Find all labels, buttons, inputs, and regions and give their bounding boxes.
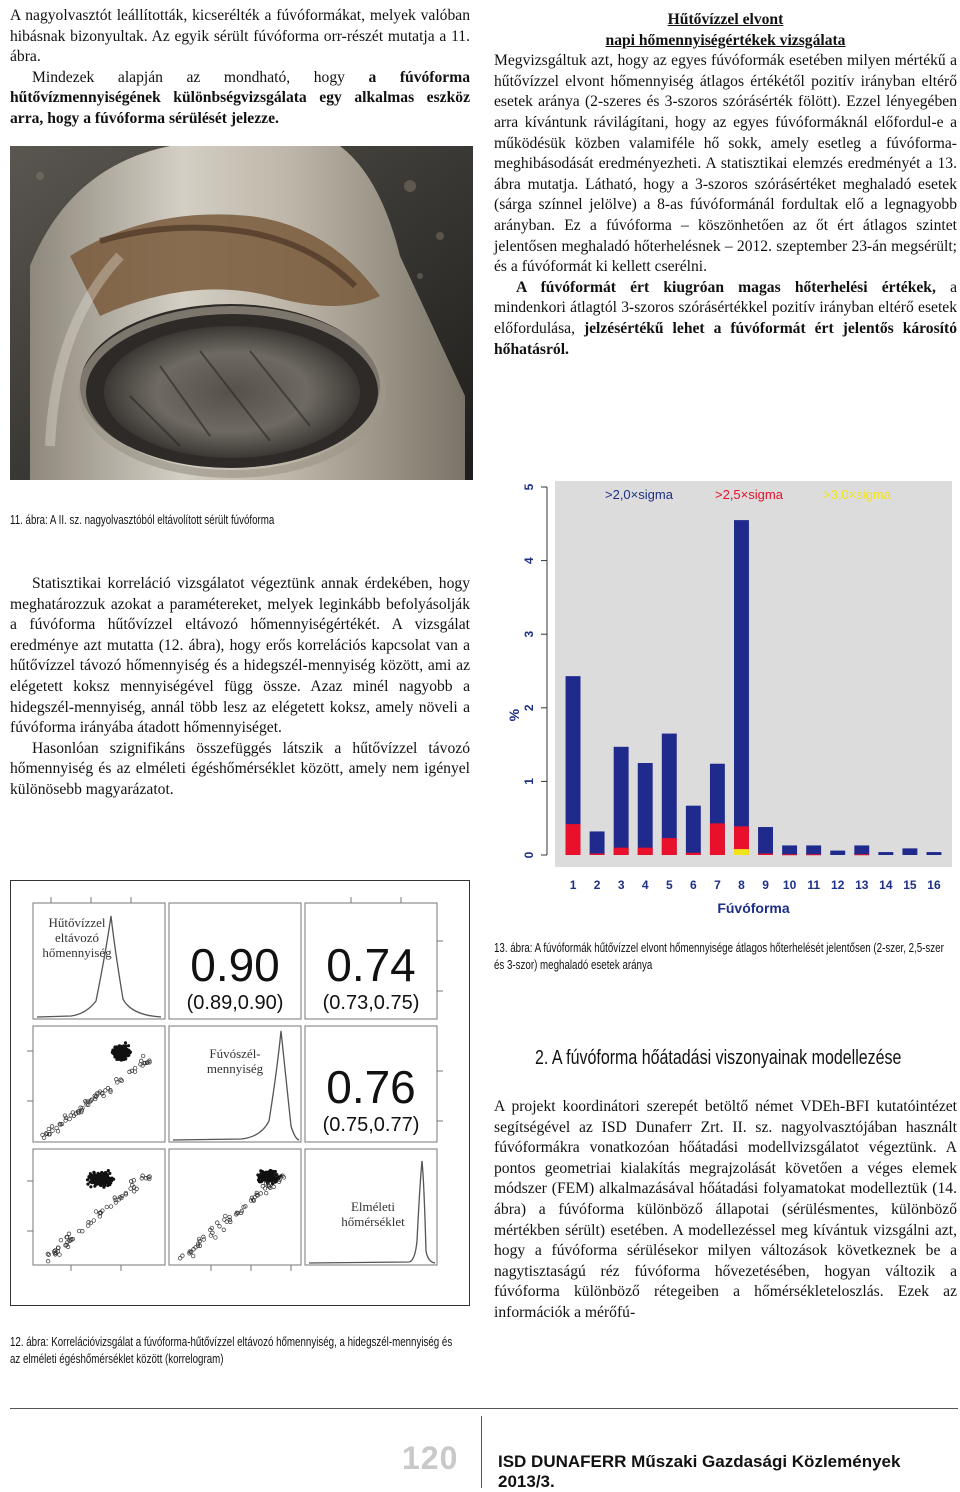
footer-divider: [481, 1416, 482, 1488]
scatter-point: [88, 1176, 91, 1179]
x-tick-label: 16: [927, 878, 941, 892]
heat-heading-line-2: napi hőmennyiségértékek vizsgálata: [605, 31, 846, 49]
scatter-outlier: [55, 1126, 59, 1130]
correlation-text: [10, 574, 470, 801]
var1-label-line-3: hőmennyiség: [42, 945, 112, 960]
intro-paragraph-1: A nagyolvasztót leállították, kicserélték a fúvóformákat, melyek valóban hibásnak bizonyultak. Az egyik sérült fúvóforma orr-részét mutatja a 11. ábra.: [10, 7, 470, 66]
heat-p2-bold-1: A fúvóformát ért kiugróan magas hőterhelési értékek,: [516, 278, 936, 296]
y-axis-label: %: [506, 708, 522, 722]
bar-4-series-1: [638, 763, 653, 855]
x-tick-label: 4: [641, 878, 649, 892]
x-tick-label: 10: [782, 878, 797, 892]
y-tick-label: 5: [522, 483, 536, 491]
bar-1-series-2: [566, 824, 581, 855]
y-tick-label: 3: [522, 630, 536, 638]
scatter-point: [102, 1174, 105, 1177]
scatter-outlier: [94, 1210, 98, 1214]
corr-ci-1-2: (0.89,0.90): [186, 992, 284, 1014]
scatter-point: [108, 1172, 111, 1175]
scatter-point: [264, 1174, 267, 1177]
heat-paragraph-2: [494, 278, 957, 360]
intro-text: [10, 6, 470, 130]
scatter-outlier: [141, 1054, 145, 1058]
bar-10-series-2: [782, 854, 797, 855]
var3-label-line-2: hőmérséklet: [341, 1214, 405, 1229]
scatter-point: [93, 1185, 96, 1188]
corr-value-2-3: 0.76: [326, 1061, 416, 1113]
scatter-point: [266, 1172, 269, 1175]
scatter-point: [111, 1049, 114, 1052]
bar-6-series-1: [686, 806, 701, 855]
y-tick-label: 2: [522, 704, 536, 712]
journal-name: ISD DUNAFERR Műszaki Gazdasági Közlemények 2013/3.: [498, 1452, 901, 1491]
scatter-outlier: [58, 1253, 62, 1257]
scatter-point: [103, 1184, 106, 1187]
scatter-outlier: [225, 1220, 229, 1224]
scatter-point: [110, 1179, 113, 1182]
correlation-paragraph-1: Statisztikai korreláció vizsgálatot végeztünk annak érdekében, hogy meghatározzuk azokat a paramétereket, melyek leginkább befolyásolják a fúvóforma hűtővízzel eltávozó hőmennyiségértékét. A vizsgálat eredménye azt mutatta (12. ábra), hogy erős korrelációs kapcsolat van a hűtővízzel távozó hőmennyiség és a hidegszél-mennyiség között, ami az elégetett koksz mennyiségével függ össze. Azaz minél nagyobb a hidegszél-mennyiség, annál több lesz az elégetett koksz, amely növeli a fúvóforma irányába átadott hőmennyiséget.: [10, 575, 470, 737]
scatter-point: [269, 1174, 272, 1177]
scatter-point: [107, 1169, 110, 1172]
bar-14-series-1: [878, 852, 893, 855]
scatter-point: [264, 1177, 267, 1180]
section-2-paragraph-1: A projekt koordinátori szerepét betöltő német VDEh-BFI kutatóintézet segítségével az ISD Dunaferr Zrt. II. sz. nagyolvasztójában használt fúvóformákra vonatkozóan hőátadási modellvizsgálatot végeztünk. A pontos geometriai kialakítás megrajzolását követően a véges elemek módszer (FEM) alkalmazásával hőátadási folyamatokat modelleztük (14. ábra) a fúvóforma különböző állapotai (sérülésmentes, különböző mértékben sérült) esetében. A modellezéssel meg kívántuk vizsgálni azt, hogy a fúvóforma sérülésekor milyen változások következnek be a nagytisztaságú réz fúvóforma hővezetésében, hogyan változik a fúvóforma különböző rétegeiben a hőmérsékleteloszlás. Ezek az információk a mérőfú-: [494, 1098, 957, 1321]
scatter-point: [258, 1176, 261, 1179]
scatter-outlier: [202, 1235, 206, 1239]
scatter-point: [99, 1179, 102, 1182]
figure-13-caption: 13. ábra: A fúvóformák hűtővízzel elvont hőmennyisége átlagos hőterhelését jelentősen (2-szer, 2,5-szer és 3-szor) meghaladó esetek aránya: [494, 941, 944, 972]
scatter-outlier: [261, 1184, 265, 1188]
scatter-outlier: [46, 1259, 50, 1263]
bar-9-series-1: [758, 827, 773, 855]
corr-ci-2-3: (0.75,0.77): [322, 1114, 420, 1136]
bar-5-series-1: [662, 734, 677, 855]
scatter-outlier: [59, 1238, 63, 1242]
scatter-point: [115, 1052, 118, 1055]
scatter-outlier: [47, 1127, 51, 1131]
x-tick-label: 5: [665, 878, 673, 892]
panel-2-2: [169, 1026, 301, 1142]
footer-rule: [10, 1408, 958, 1409]
scatter-outlier: [129, 1187, 133, 1191]
bar-6-series-2: [686, 853, 701, 855]
intro-p2-plain: Mindezek alapján az mondható, hogy: [32, 68, 369, 86]
heat-analysis-section: [494, 10, 957, 360]
x-tick-label: 8: [738, 878, 745, 892]
scatter-outlier: [214, 1236, 218, 1240]
x-tick-label: 15: [903, 878, 917, 892]
y-tick-label: 0: [522, 851, 536, 859]
var1-label-line-2: eltávozó: [54, 930, 100, 945]
scatter-point: [118, 1046, 121, 1049]
corr-value-1-2: 0.90: [190, 939, 280, 991]
scatter-outlier: [67, 1232, 71, 1236]
scatter-point: [262, 1177, 265, 1180]
bar-10-series-1: [782, 845, 797, 855]
legend-entry-1: >2,0×sigma: [605, 487, 673, 502]
page-number: 120: [402, 1440, 459, 1476]
intro-p2-bold: a fúvóforma hűtővízmennyiségének különbségvizsgálata egy alkalmas eszköz arra, hogy a fúvóforma sérülését jelezze.: [10, 68, 470, 127]
scatter-outlier: [51, 1129, 55, 1133]
scatter-outlier: [215, 1221, 219, 1225]
heat-p2-plain: a mindenkori átlagtól 3-szoros szórásértékkel pozitív irányban eltérő esetek előfordulása,: [494, 278, 957, 337]
bar-3-series-1: [614, 747, 629, 855]
bar-8-series-3: [734, 849, 749, 855]
correlation-paragraph-2: Hasonlóan szignifikáns összefüggés látszik a hűtővízzel távozó hőmennyiség és az elméleti égéshőmérséklet között, amely nem igényel különösebb magyarázatot.: [10, 739, 470, 798]
scatter-panel-2-1: [41, 1041, 152, 1139]
scatter-outlier: [191, 1254, 195, 1258]
scatter-outlier: [263, 1187, 267, 1191]
scatter-point: [117, 1050, 120, 1053]
bar-2-series-2: [590, 854, 605, 855]
scatter-point: [124, 1041, 127, 1044]
panel-3-1: [33, 1149, 165, 1265]
x-tick-label: 1: [569, 878, 577, 892]
scatter-outlier: [224, 1214, 228, 1218]
figure-12-caption: 12. ábra: Korrelációvizsgálat a fúvóforma-hűtővízzel eltávozó hőmennyiség, a hidegszél-mennyiség és az elméleti égéshőmérséklet között (korrelogram): [10, 1335, 453, 1366]
bar-4-series-2: [638, 848, 653, 855]
scatter-point: [127, 1044, 130, 1047]
scatter-outlier: [272, 1185, 276, 1189]
x-tick-label: 12: [831, 878, 845, 892]
x-tick-label: 9: [762, 878, 769, 892]
figure-12-correlogram: [10, 880, 470, 1306]
legend-entry-2: >2,5×sigma: [715, 487, 783, 502]
scatter-outlier: [264, 1191, 268, 1195]
scatter-outlier: [64, 1119, 68, 1123]
corr-value-1-3: 0.74: [326, 939, 416, 991]
figure-11-caption: 11. ábra: A II. sz. nagyolvasztóból eltávolított sérült fúvóforma: [10, 513, 275, 527]
section-2-text: [494, 1097, 957, 1324]
scatter-point: [106, 1184, 109, 1187]
x-tick-label: 3: [617, 878, 625, 892]
bar-chart-svg: [493, 475, 958, 930]
y-tick-label: 1: [522, 778, 536, 785]
scatter-outlier: [119, 1078, 123, 1082]
x-tick-label: 7: [714, 878, 721, 892]
panel-3-2: [169, 1149, 301, 1265]
scatter-point: [123, 1057, 126, 1060]
scatter-outlier: [223, 1218, 227, 1222]
scatter-outlier: [50, 1125, 54, 1129]
scatter-outlier: [218, 1225, 222, 1229]
scatter-outlier: [120, 1079, 124, 1083]
var2-label-line-2: mennyiség: [206, 1061, 264, 1076]
var3-label-line-1: Elméleti: [350, 1199, 396, 1214]
bar-3-series-2: [614, 848, 629, 855]
scatter-outlier: [222, 1228, 226, 1232]
figure-11-photo: [10, 146, 473, 480]
bar-16-series-1: [927, 852, 942, 855]
scatter-outlier: [41, 1133, 45, 1137]
var1-label-line-1: Hűtővízzel: [48, 915, 106, 930]
bar-7-series-2: [710, 823, 725, 855]
scatter-point: [259, 1172, 262, 1175]
x-tick-label: 14: [879, 878, 893, 892]
scatter-point: [95, 1176, 98, 1179]
bar-12-series-1: [830, 851, 845, 855]
scatter-outlier: [105, 1205, 109, 1209]
scatter-point: [91, 1181, 94, 1184]
scatter-outlier: [68, 1117, 72, 1121]
x-axis-label: Fúvóforma: [717, 900, 790, 916]
bar-13-series-1: [854, 845, 869, 855]
scatter-outlier: [92, 1219, 96, 1223]
scatter-point: [113, 1055, 116, 1058]
scatter-outlier: [197, 1237, 201, 1241]
heat-analysis-heading: [494, 10, 957, 51]
scatter-point: [90, 1174, 93, 1177]
bar-9-series-2: [758, 854, 773, 855]
scatter-point: [96, 1181, 99, 1184]
scatter-outlier: [132, 1190, 136, 1194]
bar-15-series-1: [902, 848, 917, 855]
scatter-panel-3-2: [178, 1169, 285, 1260]
correlogram-svg: [11, 881, 468, 1304]
scatter-point: [100, 1171, 103, 1174]
bar-2-series-1: [590, 831, 605, 855]
scatter-point: [89, 1185, 92, 1188]
heat-heading-line-1: Hűtővízzel elvont: [667, 11, 784, 28]
legend-entry-3: >3,0×sigma: [823, 487, 891, 502]
bar-5-series-2: [662, 838, 677, 855]
x-tick-label: 11: [807, 878, 820, 892]
y-tick-label: 4: [522, 557, 536, 564]
corr-ci-1-3: (0.73,0.75): [322, 992, 420, 1014]
intro-paragraph-2: [10, 68, 470, 130]
x-tick-label: 2: [593, 878, 601, 892]
bar-11-series-1: [806, 845, 821, 855]
scatter-panel-3-1: [46, 1169, 151, 1263]
scatter-outlier: [109, 1205, 113, 1209]
scatter-point: [86, 1183, 89, 1186]
figure-13-chart: [493, 475, 958, 930]
section-2-title: 2. A fúvóforma hőátadási viszonyainak modellezése: [535, 1047, 902, 1069]
scatter-point: [107, 1181, 110, 1184]
bar-13-series-2: [854, 854, 869, 855]
scatter-point: [127, 1051, 130, 1054]
bar-8-series-1: [734, 520, 749, 855]
scatter-outlier: [104, 1089, 108, 1093]
scatter-point: [117, 1055, 120, 1058]
scatter-point: [123, 1052, 126, 1055]
x-tick-label: 6: [690, 878, 697, 892]
damaged-tuyere-illustration: [10, 146, 473, 480]
scatter-outlier: [181, 1254, 185, 1258]
scatter-outlier: [133, 1066, 137, 1070]
bar-11-series-2: [806, 854, 821, 855]
x-tick-label: 13: [855, 878, 869, 892]
heat-p2-bold-2: jelzésértékű lehet a fúvóformát ért jelentős károsító hőhatásról.: [494, 319, 957, 358]
var2-label-line-1: Fúvószél-: [209, 1046, 261, 1061]
scatter-point: [106, 1178, 109, 1181]
heat-paragraph-1: Megvizsgáltuk azt, hogy az egyes fúvóformák esetében milyen mértékű a hűtővízzel elvont hőmennyiség átlagos értékétől pozitív irányban eltérő esetek aránya (2-szeres és 3-szoros szórásérték fölött). Ezzel lényegében arra kívántunk rávilágítani, hogy az egyes fúvóformáknál előfordul-e a működésük közben valamiféle hő sokk, amely esetleg a fúvóforma-meghibásodását eredményezheti. A statisztikai elemzés eredményét a 13. ábra mutatja. Látható, hogy a 3-szoros szórásértéket meghaladó esetek (sárga színnel jelölve) a 8-as fúvóformánál fordultak elő a legnagyobb arányban. Ez a fúvóforma – köszönhetően az őt ért átlagos szintet jelentősen meghaladó hőterhelésnek – 2012. szeptember 23-án megsérült; és a fúvóformát ki kellett cserélni.: [494, 52, 957, 276]
scatter-outlier: [47, 1253, 51, 1257]
